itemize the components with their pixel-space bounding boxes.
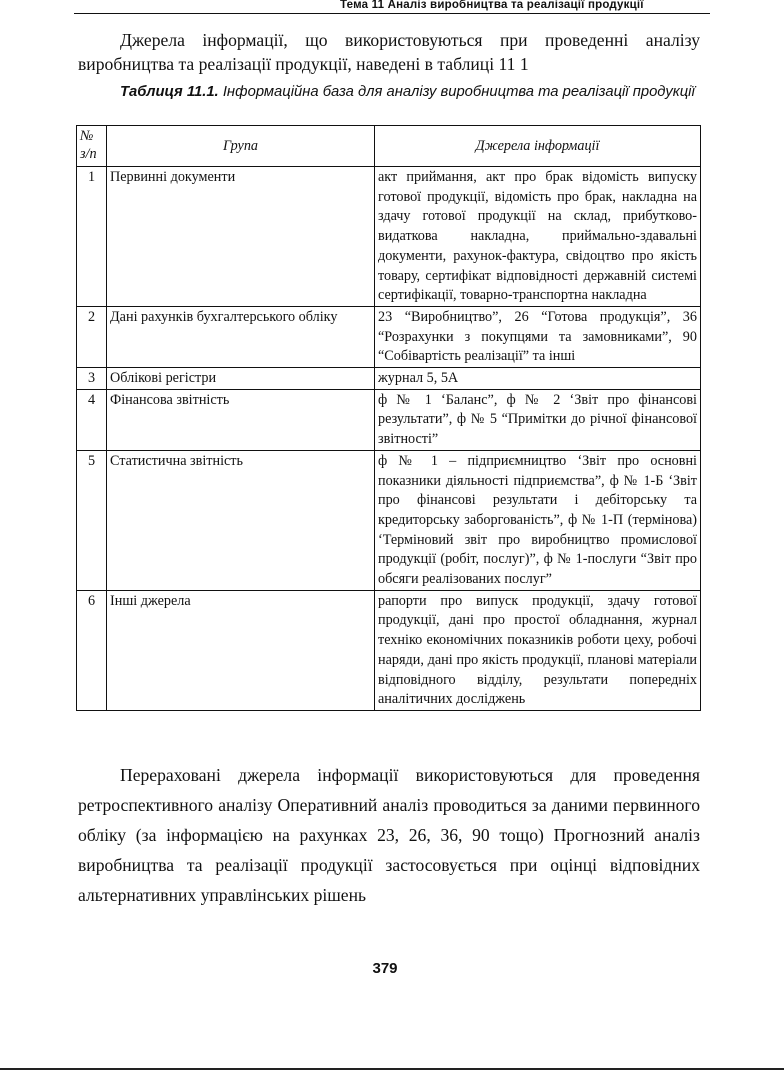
row-sources: журнал 5, 5А: [375, 368, 701, 390]
table-row: [77, 389, 701, 450]
table-caption-label: Таблиця 11.1.: [120, 84, 219, 100]
row-sources: акт приймання, акт про брак відомість випуску готової продукції, відомість про брак, накладна на здачу готової продукції на склад, прибутково-видаткова накладна, приймально-здавальні документи, рахунок-фактура, свідоцтво про якість товару, сертифікат відповідності державній системі сертифікації, товарно-транспортна накладна: [375, 167, 701, 307]
bottom-rule: [0, 1068, 784, 1070]
row-group: Статистична звітність: [107, 450, 375, 590]
row-group: Інші джерела: [107, 590, 375, 710]
row-group: Фінансова звітність: [107, 389, 375, 450]
page-number: 379: [372, 960, 398, 977]
closing-paragraph: Перераховані джерела інформації використовуються для проведення ретроспективного аналізу Оперативний аналіз проводиться за даними первинного обліку (за інформацією на рахунках 23, 26, 36, 90 тощо) Прогнозний аналіз виробництва та реалізації продукції застосовується при оцінці відповідних альтернативних управлінських рішень: [78, 765, 700, 905]
row-number: 5: [77, 450, 107, 590]
header-group: Група: [107, 126, 375, 167]
row-sources: ф № 1 ‘Баланс”, ф № 2 ‘Звіт про фінансові результати”, ф № 5 “Примітки до річної фінансової звітності”: [375, 389, 701, 450]
table-caption-text: Інформаційна база для аналізу виробництва та реалізації продукції: [222, 84, 695, 100]
row-sources: 23 “Виробництво”, 26 “Готова продукція”, 36 “Розрахунки з покупцями та замовниками”, 90 “Собівартість реалізації” та інші: [375, 306, 701, 367]
header-number: № з/п: [77, 126, 107, 167]
information-sources-table: [76, 125, 701, 711]
table-row: [77, 306, 701, 367]
row-number: 2: [77, 306, 107, 367]
table-row: [77, 450, 701, 590]
row-number: 3: [77, 368, 107, 390]
table-row: [77, 167, 701, 307]
row-sources: ф № 1 – підприємництво ‘Звіт про основні показники діяльності підприємства”, ф № 1-Б ‘Звіт про фінансові результати і дебіторську та кредиторську заборгованість”, ф № 1-П (термінова) ‘Терміновий звіт про виробництво промислової продукції (робіт, послуг)”, ф № 1-послуги “Звіт про обсяги реалізованих послуг”: [375, 450, 701, 590]
row-number: 1: [77, 167, 107, 307]
row-group: Дані рахунків бухгалтерського обліку: [107, 306, 375, 367]
table-row: [77, 368, 701, 390]
intro-paragraph: Джерела інформації, що використовуються при проведенні аналізу виробництва та реалізації продукції, наведені в таблиці 11 1: [78, 30, 700, 74]
row-group: Облікові регістри: [107, 368, 375, 390]
header-sources: Джерела інформації: [375, 126, 701, 167]
table-row: [77, 590, 701, 710]
table-caption: [78, 82, 700, 103]
row-group: Первинні документи: [107, 167, 375, 307]
row-sources: рапорти про випуск продукції, здачу готової продукції, дані про простої обладнання, журнал техніко економічних показників роботи цеху, робочі наряди, дані про якість продукції, планові матеріали відповідного відділу, результати попередніх аналітичних досліджень: [375, 590, 701, 710]
row-number: 6: [77, 590, 107, 710]
header-rule: [74, 13, 710, 14]
table-header-row: [77, 126, 701, 167]
running-head: Тема 11 Аналіз виробництва та реалізації продукції: [340, 0, 644, 11]
row-number: 4: [77, 389, 107, 450]
